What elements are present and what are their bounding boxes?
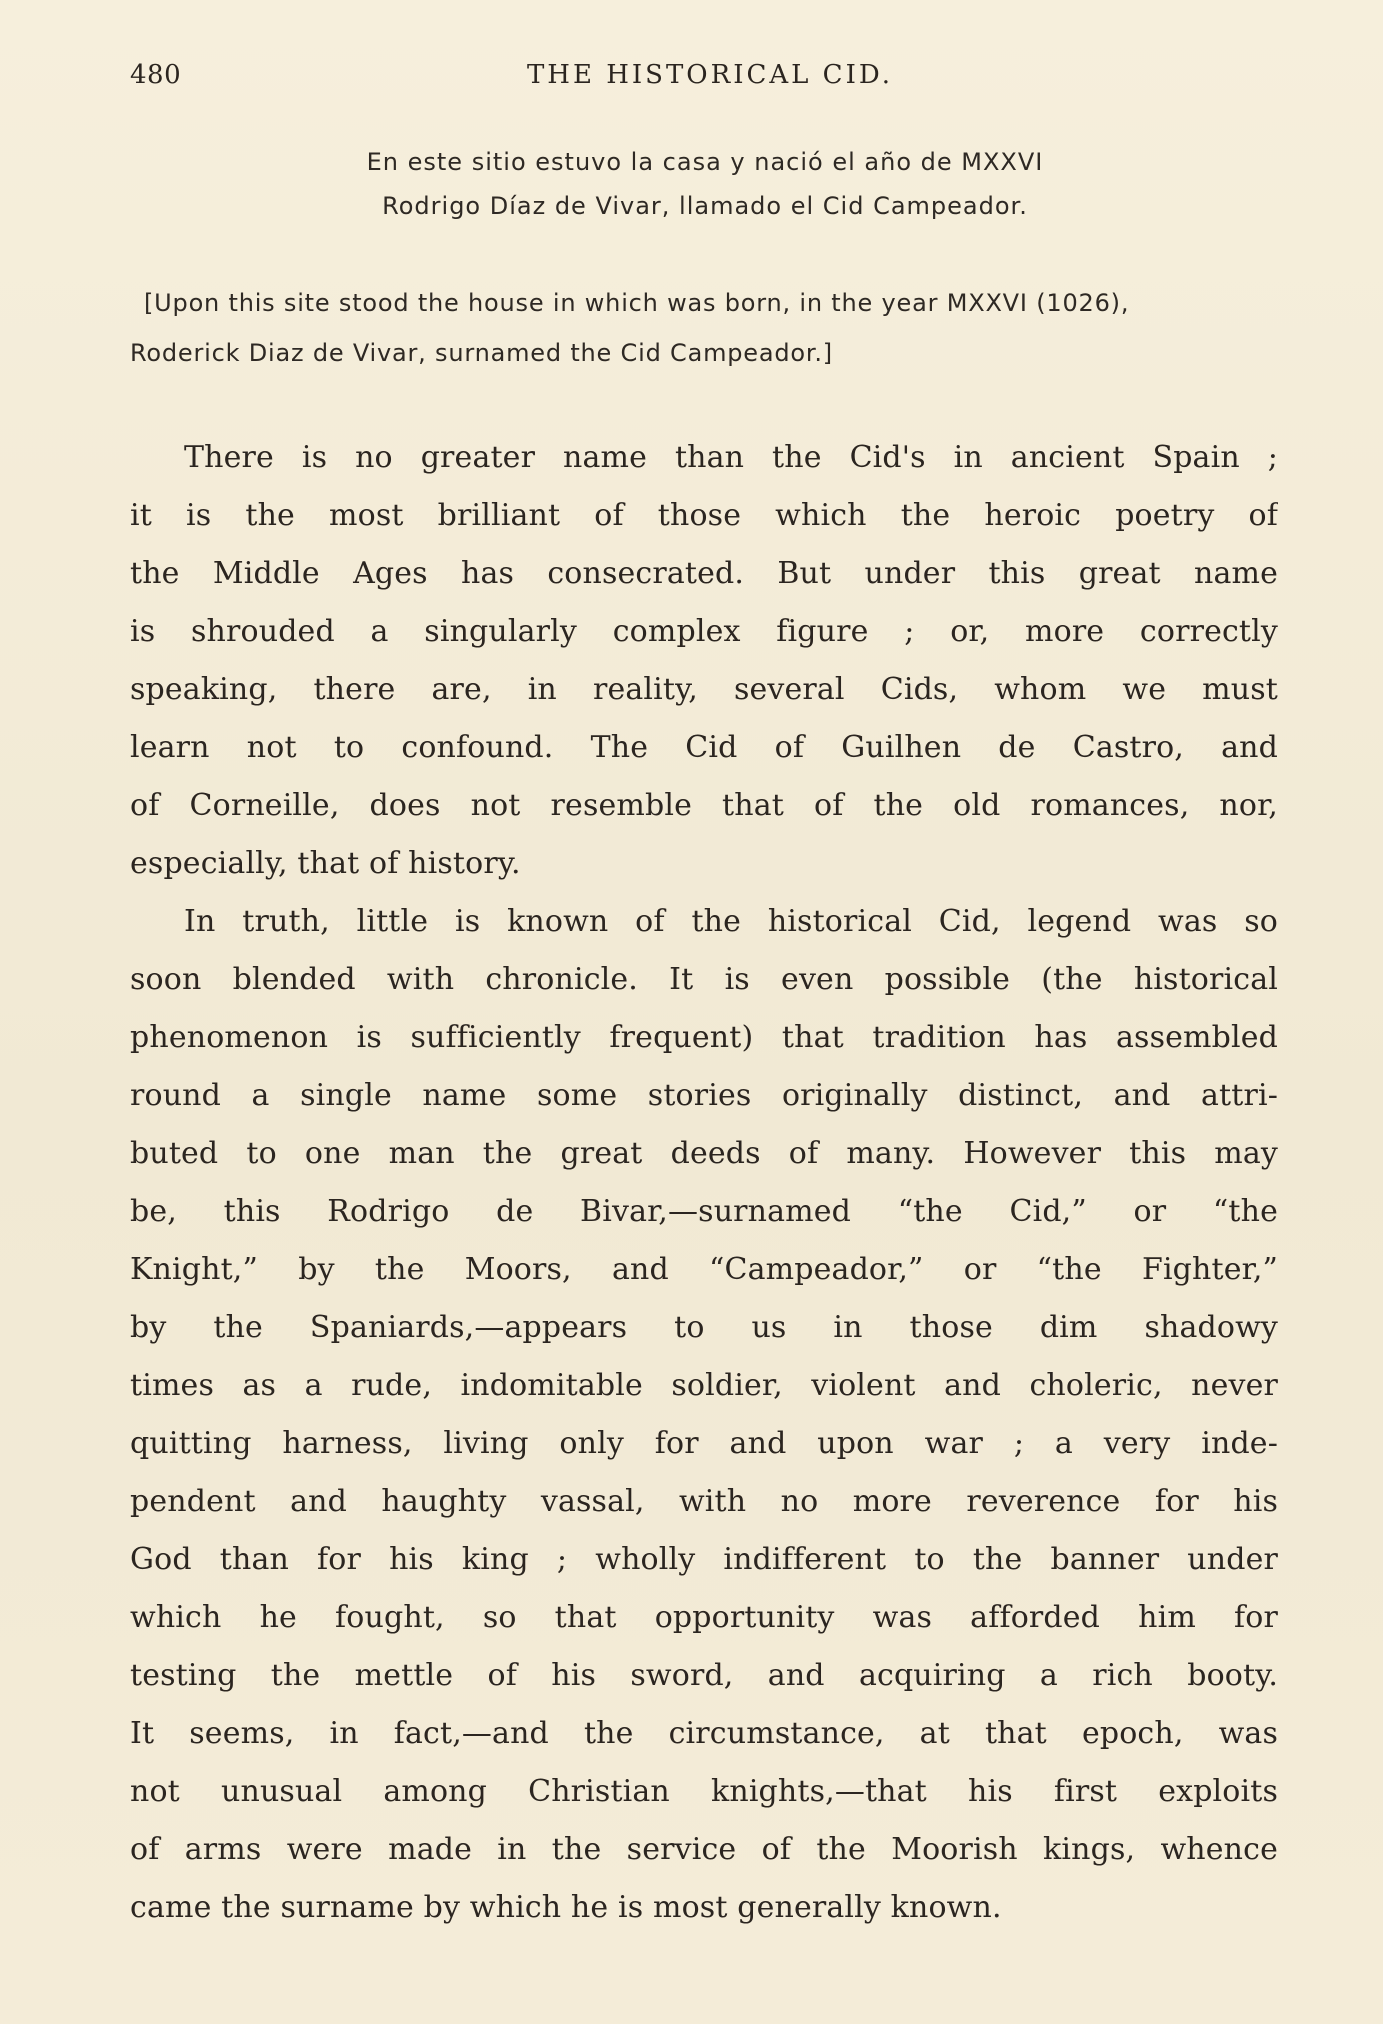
inscription-translation bbox=[130, 278, 1280, 378]
text-line: It seems, in fact,—and the circumstance, at that epoch, was bbox=[130, 1716, 1278, 1751]
text-line: learn not to confound. The Cid of Guilhen de Castro, and bbox=[130, 730, 1278, 765]
inscription-line: Rodrigo Díaz de Vivar, llamado el Cid Campeador. bbox=[382, 192, 1028, 220]
text-line: God than for his king ; wholly indifferent to the banner under bbox=[130, 1542, 1278, 1577]
text-line: is shrouded a singularly complex figure ; or, more correctly bbox=[130, 614, 1278, 649]
page-number: 480 bbox=[130, 60, 182, 90]
text-line: speaking, there are, in reality, several Cids, whom we must bbox=[130, 672, 1278, 707]
text-line: especially, that of history. bbox=[130, 846, 521, 881]
text-line: the Middle Ages has consecrated. But under this great name bbox=[130, 556, 1278, 591]
text-line: be, this Rodrigo de Bivar,—surnamed “the Cid,” or “the bbox=[130, 1194, 1278, 1229]
text-line: by the Spaniards,—appears to us in those dim shadowy bbox=[130, 1310, 1278, 1345]
text-line: which he fought, so that opportunity was afforded him for bbox=[130, 1600, 1278, 1635]
text-line: round a single name some stories originally distinct, and attri- bbox=[130, 1078, 1278, 1113]
text-line: times as a rude, indomitable soldier, violent and choleric, never bbox=[130, 1368, 1278, 1403]
text-line: it is the most brilliant of those which the heroic poetry of bbox=[130, 498, 1278, 533]
text-line: testing the mettle of his sword, and acquiring a rich booty. bbox=[130, 1658, 1278, 1693]
text-line: buted to one man the great deeds of many. However this may bbox=[130, 1136, 1278, 1171]
spanish-inscription bbox=[130, 140, 1280, 228]
inscription-line: En este sitio estuvo la casa y nació el año de MXXVI bbox=[366, 148, 1044, 176]
body-text bbox=[130, 429, 1278, 1937]
text-line: Knight,” by the Moors, and “Campeador,” or “the Fighter,” bbox=[130, 1252, 1278, 1287]
translation-line: [Upon this site stood the house in which was born, in the year MXXVI (1026), bbox=[144, 289, 1130, 317]
text-line: There is no greater name than the Cid's in ancient Spain ; bbox=[184, 440, 1278, 475]
text-line: came the surname by which he is most generally known. bbox=[130, 1890, 1002, 1925]
translation-line: Roderick Diaz de Vivar, surnamed the Cid Campeador.] bbox=[130, 339, 833, 367]
text-line: soon blended with chronicle. It is even possible (the historical bbox=[130, 962, 1278, 997]
running-head bbox=[130, 60, 1280, 100]
running-title: THE HISTORICAL CID. bbox=[526, 60, 894, 90]
text-line: pendent and haughty vassal, with no more reverence for his bbox=[130, 1484, 1278, 1519]
text-line: In truth, little is known of the historical Cid, legend was so bbox=[184, 904, 1278, 939]
text-line: not unusual among Christian knights,—that his first exploits bbox=[130, 1774, 1278, 1809]
text-line: quitting harness, living only for and upon war ; a very inde- bbox=[130, 1426, 1278, 1461]
text-line: of Corneille, does not resemble that of the old romances, nor, bbox=[130, 788, 1278, 823]
text-line: phenomenon is sufficiently frequent) that tradition has assembled bbox=[130, 1020, 1278, 1055]
text-line: of arms were made in the service of the Moorish kings, whence bbox=[130, 1832, 1278, 1867]
